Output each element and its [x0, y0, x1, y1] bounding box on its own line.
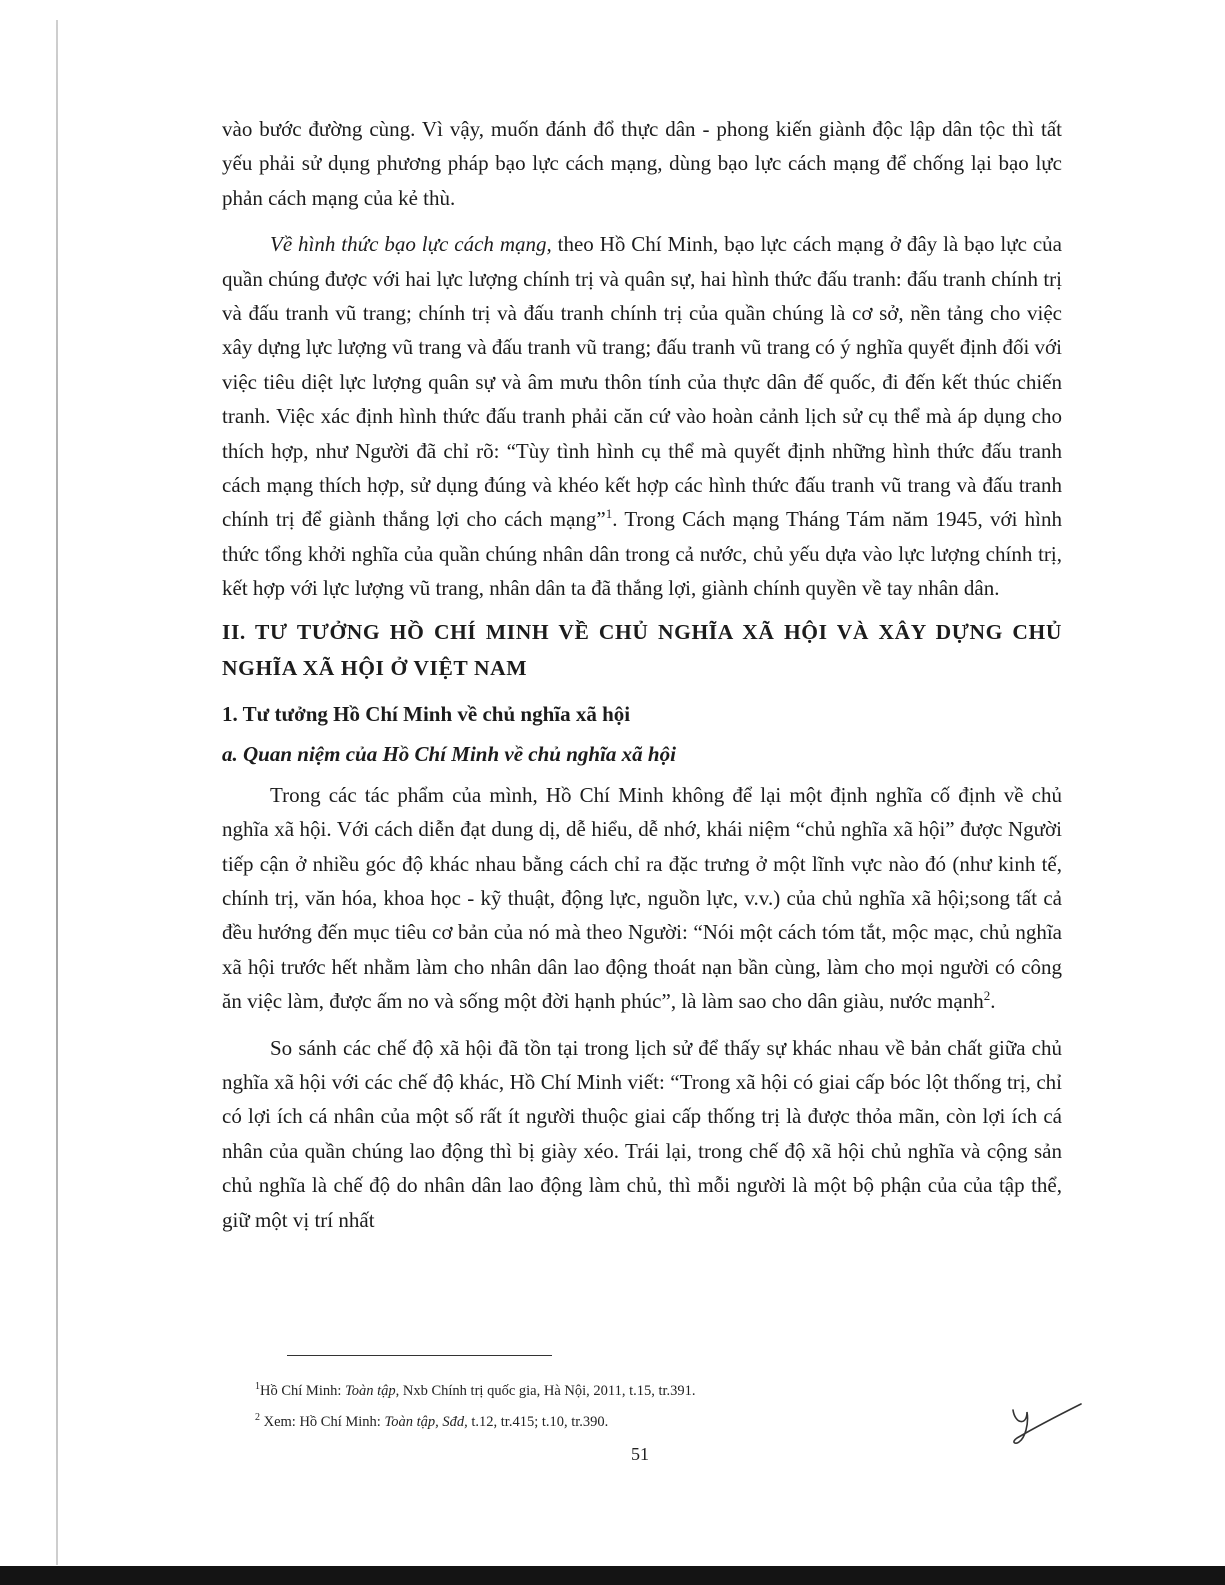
- paragraph-2: [222, 227, 1062, 605]
- subsubsection-heading: a. Quan niệm của Hồ Chí Minh về chủ nghĩa xã hội: [222, 741, 676, 766]
- paragraph-3: [222, 778, 1062, 1019]
- paragraph-4: So sánh các chế độ xã hội đã tồn tại trong lịch sử để thấy sự khác nhau về bản chất giữa chủ nghĩa xã hội với các chế độ khác, Hồ Chí Minh viết: “Trong xã hội có giai cấp bóc lột thống trị, chỉ có lợi ích cá nhân của một số rất ít người thuộc giai cấp thống trị là được thỏa mãn, còn lợi ích cá nhân của quần chúng lao động thì bị giày xéo. Trái lại, trong chế độ xã hội chủ nghĩa và cộng sản chủ nghĩa là chế độ do nhân dân lao động làm chủ, thì mỗi người là một bộ phận của của tập thể, giữ một vị trí nhất: [222, 1035, 1062, 1232]
- footnote-2-number: 2: [255, 1412, 260, 1424]
- paragraph-3-text: Trong các tác phẩm của mình, Hồ Chí Minh không để lại một định nghĩa cố định về chủ nghĩa xã hội. Với cách diễn đạt dung dị, dễ hiểu, dễ nhớ, khái niệm “chủ nghĩa xã hội” được Người tiếp cận ở nhiều góc độ khác nhau bằng cách chỉ ra đặc trưng ở một lĩnh vực nào đó (như kinh tế, chính trị, văn hóa, khoa học - kỹ thuật, động lực, nguồn lực, v.v.) của chủ nghĩa xã hội;song tất cả đều hướng đến mục tiêu cơ bản của nó mà theo Người: “Nói một cách tóm tắt, mộc mạc, chủ nghĩa xã hội trước hết nhằm làm cho nhân dân lao động thoát nạn bần cùng, làm cho mọi người có công ăn việc làm, được ấm no và sống một đời hạnh phúc”, là làm sao cho dân giàu, nước mạnh: [222, 782, 1062, 1014]
- scan-bottom-band: [0, 1566, 1225, 1585]
- footnote-1-rest: , Nxb Chính trị quốc gia, Hà Nội, 2011, t.15, tr.391.: [395, 1383, 696, 1399]
- footnote-2-title: Toàn tập, Sđd: [384, 1414, 465, 1430]
- footnote-2-rest: , t.12, tr.415; t.10, tr.390.: [464, 1414, 609, 1430]
- footnote-2: [255, 1413, 608, 1431]
- footnote-1-author: Hồ Chí Minh:: [260, 1383, 345, 1399]
- page-body: [222, 112, 1062, 1237]
- footnote-1-number: 1: [255, 1381, 260, 1393]
- footnote-ref-2: 2: [983, 988, 991, 1004]
- footnote-2-author: Xem: Hồ Chí Minh:: [260, 1414, 385, 1430]
- footnote-1: [255, 1382, 696, 1400]
- footnote-ref-1: 1: [605, 506, 613, 522]
- scan-left-edge: [56, 20, 58, 1565]
- paragraph-2-text: theo Hồ Chí Minh, bạo lực cách mạng ở đây là bạo lực của quần chúng được với hai lực lượng chính trị và quân sự, hai hình thức đấu tranh: đấu tranh chính trị và đấu tranh vũ trang; chính trị và đấu tranh chính trị của quần chúng là cơ sở, nền tảng cho việc xây dựng lực lượng vũ trang và đấu tranh vũ trang; đấu tranh vũ trang có ý nghĩa quyết định đối với việc tiêu diệt lực lượng quân sự và âm mưu thôn tính của thực dân đế quốc, đi đến kết thúc chiến tranh. Việc xác định hình thức đấu tranh phải căn cứ vào hoàn cảnh lịch sử cụ thể mà áp dụng cho thích hợp, như Người đã chỉ rõ: “Tùy tình hình cụ thể mà quyết định những hình thức đấu tranh cách mạng thích hợp, sử dụng đúng và khéo kết hợp các hình thức đấu tranh vũ trang và đấu tranh chính trị để giành thắng lợi cho cách mạng”: [222, 232, 1062, 532]
- paragraph-2-text-end: . Trong Cách mạng Tháng Tám năm 1945, với hình thức tổng khởi nghĩa của quần chúng nhân dân trong cả nước, chủ yếu dựa vào lực lượng chính trị, kết hợp với lực lượng vũ trang, nhân dân ta đã thắng lợi, giành chính quyền về tay nhân dân.: [222, 507, 1063, 601]
- footnote-1-title: Toàn tập: [345, 1383, 396, 1399]
- section-heading: II. TƯ TƯỞNG HỒ CHÍ MINH VỀ CHỦ NGHĨA XÃ HỘI VÀ XÂY DỰNG CHỦ NGHĨA XÃ HỘI Ở VIỆT NAM: [222, 619, 1062, 680]
- handwritten-signature: [1005, 1398, 1085, 1448]
- page-number: 51: [631, 1444, 649, 1464]
- paragraph-2-italic-lead: Về hình thức bạo lực cách mạng,: [270, 232, 552, 257]
- paragraph-1: vào bước đường cùng. Vì vậy, muốn đánh đổ thực dân - phong kiến giành độc lập dân tộc thì tất yếu phải sử dụng phương pháp bạo lực cách mạng, dùng bạo lực cách mạng để chống lại bạo lực phản cách mạng của kẻ thù.: [222, 117, 1062, 210]
- footnote-divider: [287, 1355, 552, 1356]
- paragraph-3-end: .: [990, 989, 996, 1014]
- subsection-heading: 1. Tư tưởng Hồ Chí Minh về chủ nghĩa xã hội: [222, 701, 631, 726]
